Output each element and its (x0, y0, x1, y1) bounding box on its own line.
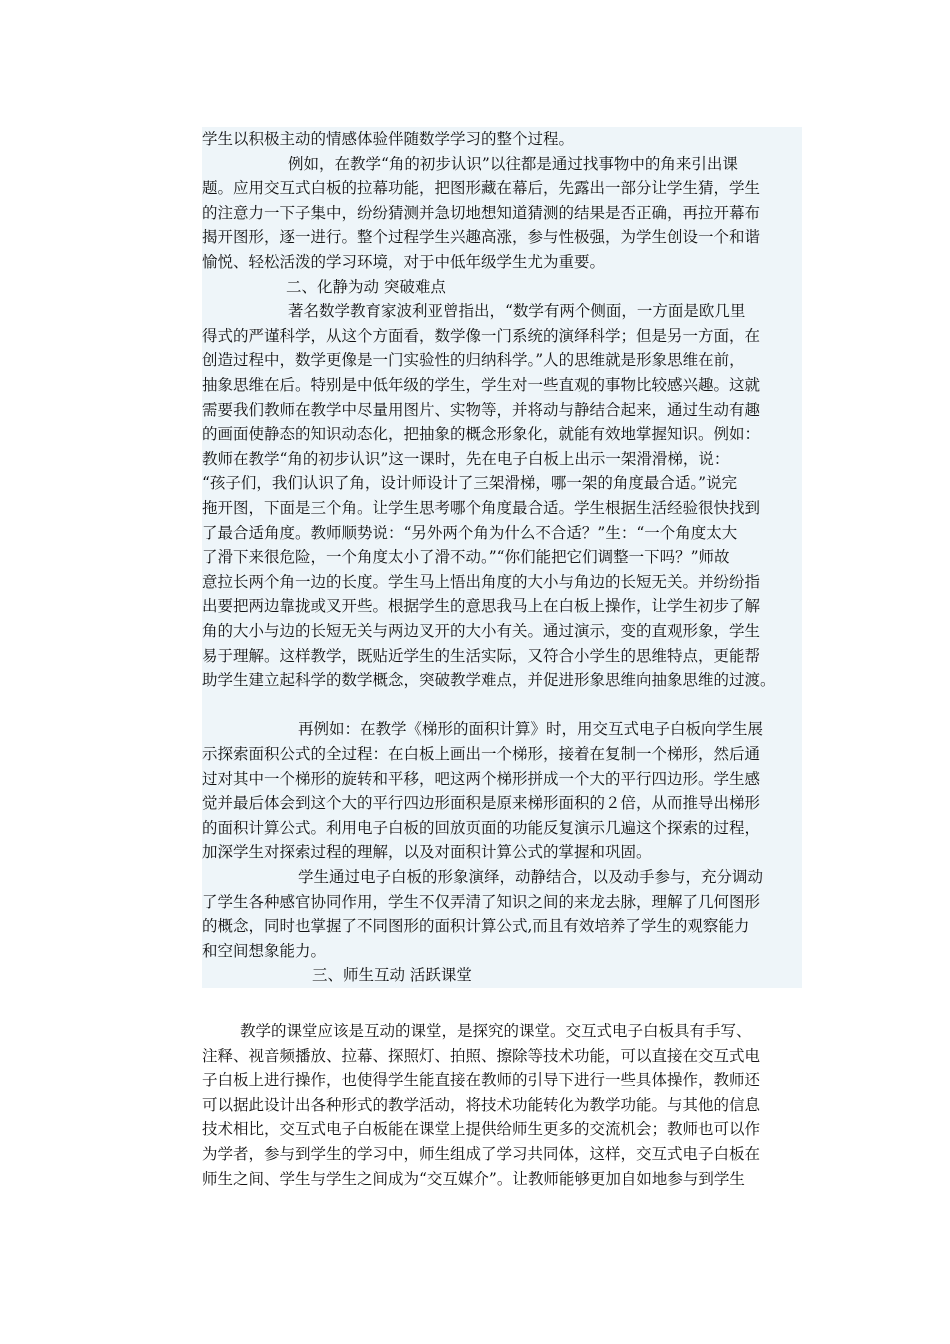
text-line: 教师在教学“角的初步认识”这一课时，先在电子白板上出示一架滑滑梯，说： (202, 449, 730, 468)
text-line: “孩子们，我们认识了角，设计师设计了三架滑梯，哪一架的角度最合适。”说完 (202, 474, 738, 493)
text-line: 的概念，同时也掌握了不同图形的面积计算公式,而且有效培养了学生的观察能力 (202, 917, 750, 936)
text-line: 了最合适角度。教师顺势说：“另外两个角为什么不合适？”生：“一个角度太大 (202, 523, 738, 542)
section-heading-2 (202, 275, 802, 300)
paragraph-intro (202, 127, 802, 152)
text-line: 觉并最后体会到这个大的平行四边形面积是原来梯形面积的２倍，从而推导出梯形 (202, 794, 761, 813)
text-line: 题。应用交互式白板的拉幕功能，把图形藏在幕后，先露出一部分让学生猜，学生 (202, 179, 761, 198)
text-line: 的画面使静态的知识动态化，把抽象的概念形象化，就能有效地掌握知识。例如： (202, 425, 761, 444)
section-heading-3 (202, 963, 802, 988)
text-line: 的注意力一下子集中，纷纷猜测并急切地想知道猜测的结果是否正确，再拉开幕布 (202, 203, 761, 222)
text-line: 意拉长两个角一边的长度。学生马上悟出角度的大小与角边的长短无关。并纷纷指 (202, 572, 761, 591)
text-line: 了滑下来很危险，一个角度太小了滑不动。”“你们能把它们调整一下吗？”师故 (202, 548, 730, 567)
text-line: 再例如：在教学《梯形的面积计算》时，用交互式电子白板向学生展 (298, 720, 764, 739)
text-line: 创造过程中，数学更像是一门实验性的归纳科学。”人的思维就是形象思维在前， (202, 351, 745, 370)
text-line: 得式的严谨科学，从这个方面看，数学像一门系统的演绎科学；但是另一方面，在 (202, 326, 761, 345)
paragraph-interaction (202, 1019, 802, 1191)
text-line: 揭开图形，逐一进行。整个过程学生兴趣高涨，参与性极强，为学生创设一个和谐 (202, 228, 761, 247)
text-line: 需要我们教师在教学中尽量用图片、实物等，并将动与静结合起来，通过生动有趣 (202, 400, 761, 419)
text-line: 愉悦、轻松活泼的学习环境，对于中低年级学生尤为重要。 (202, 252, 606, 271)
paragraph-summary (202, 865, 802, 963)
text-line: 示探索面积公式的全过程：在白板上画出一个梯形，接着在复制一个梯形，然后通 (202, 744, 761, 763)
text-line: 师生之间、学生与学生之间成为“交互媒介”。让教师能够更加自如地参与到学生 (202, 1169, 745, 1188)
paragraph-example-angle (202, 152, 802, 275)
paragraph-polya (202, 299, 802, 693)
text-line: 例如，在教学“角的初步认识”以往都是通过找事物中的角来引出课 (288, 154, 738, 173)
blank-line (202, 693, 802, 718)
text-line: 加深学生对探索过程的理解，以及对面积计算公式的掌握和巩固。 (202, 843, 652, 862)
text-line: 为学者，参与到学生的学习中，师生组成了学习共同体，这样，交互式电子白板在 (202, 1144, 761, 1163)
text-line: 子白板上进行操作，也使得学生能直接在教师的引导下进行一些具体操作，教师还 (202, 1071, 761, 1090)
text-line: 角的大小与边的长短无关与两边叉开的大小有关。通过演示，变的直观形象，学生 (202, 621, 761, 640)
text-line: 注释、视音频播放、拉幕、探照灯、拍照、擦除等技术功能，可以直接在交互式电 (202, 1046, 761, 1065)
text-line: 著名数学教育家波利亚曾指出，“数学有两个侧面，一方面是欧几里 (288, 302, 746, 321)
text-line: 了学生各种感官协同作用，学生不仅弄清了知识之间的来龙去脉，理解了几何图形 (202, 892, 761, 911)
text-line: 教学的课堂应该是互动的课堂，是探究的课堂。交互式电子白板具有手写、 (240, 1022, 752, 1040)
section-title: 二、化静为动 突破难点 (286, 277, 446, 296)
text-line: 拖开图，下面是三个角。让学生思考哪个角度最合适。学生根据生活经验很快找到 (202, 498, 761, 517)
text-line: 的面积计算公式。利用电子白板的回放页面的功能反复演示几遍这个探索的过程， (202, 818, 761, 837)
text-line: 学生通过电子白板的形象演绎，动静结合，以及动手参与，充分调动 (298, 868, 764, 886)
text-line: 出要把两边靠拢或叉开些。根据学生的意思我马上在白板上操作，让学生初步了解 (202, 597, 761, 616)
section-title: 三、师生互动 活跃课堂 (312, 966, 472, 985)
text-line: 过对其中一个梯形的旋转和平移，吧这两个梯形拼成一个大的平行四边形。学生感 (202, 769, 761, 788)
text-line: 助学生建立起科学的数学概念，突破教学难点，并促进形象思维向抽象思维的过渡。 (202, 671, 776, 690)
text-line: 可以据此设计出各种形式的教学活动，将技术功能转化为教学功能。与其他的信息 (202, 1095, 761, 1114)
text-line: 技术相比，交互式电子白板能在课堂上提供给师生更多的交流机会；教师也可以作 (202, 1120, 761, 1139)
text-line: 学生以积极主动的情感体验伴随数学学习的整个过程。 (202, 130, 575, 148)
text-line: 抽象思维在后。特别是中低年级的学生，学生对一些直观的事物比较感兴趣。这就 (202, 375, 761, 394)
paragraph-trapezoid (202, 717, 802, 865)
text-line: 和空间想象能力。 (202, 941, 327, 960)
text-line: 易于理解。这样教学，既贴近学生的生活实际，又符合小学生的思维特点，更能帮 (202, 646, 761, 665)
